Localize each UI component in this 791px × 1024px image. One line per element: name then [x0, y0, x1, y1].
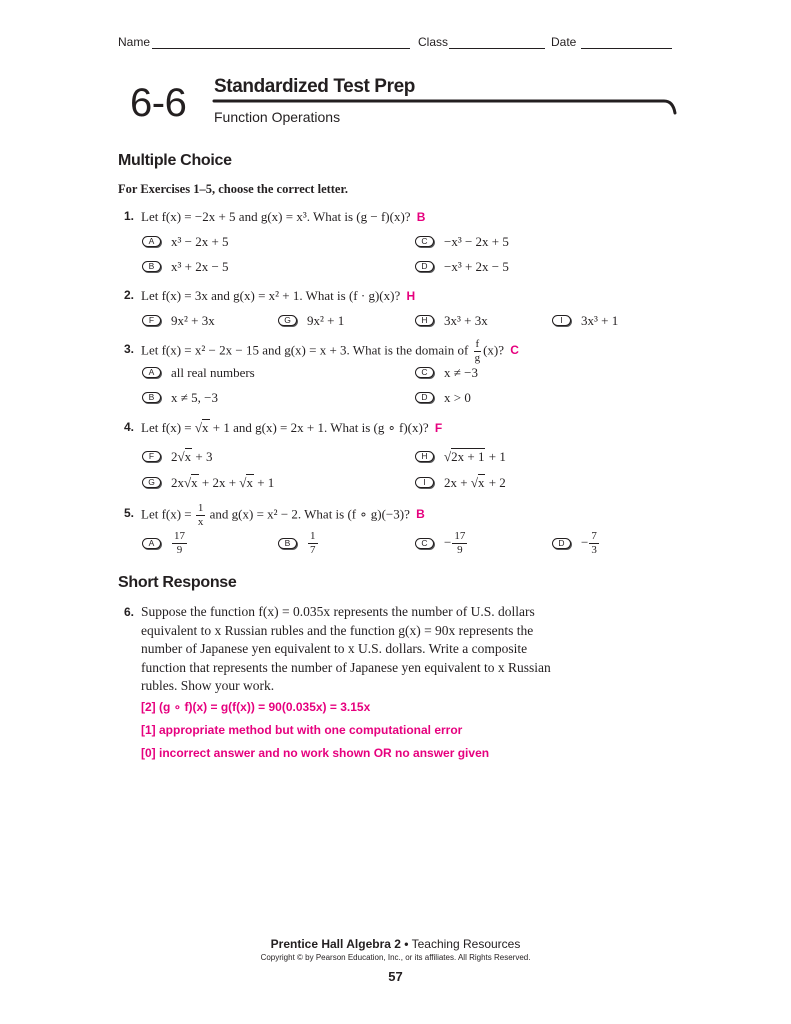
option-expression	[171, 449, 212, 464]
bullet: •	[404, 937, 409, 951]
answer-key: C	[510, 343, 519, 358]
choice-bubble-a: A	[142, 236, 161, 247]
fraction-numerator: 17	[454, 529, 466, 542]
page-number: 57	[388, 969, 403, 984]
expr-part: + 2x + √	[198, 474, 247, 490]
fraction-numerator: 1	[310, 529, 316, 542]
fraction-denominator: 9	[457, 543, 463, 556]
q4-option-f	[142, 448, 212, 464]
choice-bubble-b: B	[142, 261, 161, 272]
answer-key: H	[406, 289, 416, 303]
question-1-prompt	[141, 209, 425, 225]
copyright-notice: Copyright © by Pearson Education, Inc., or its affiliates. All Rights Reserved.	[260, 953, 531, 962]
option-expression	[307, 531, 319, 556]
option-text: x ≠ 5, −3	[171, 389, 218, 405]
option-text: 3x³ + 1	[581, 312, 619, 328]
q3-option-c	[415, 364, 478, 380]
choice-bubble-g: G	[142, 477, 161, 488]
expr-part: 2√	[171, 448, 185, 464]
option-text: 9x² + 3x	[171, 312, 215, 328]
answer-key: F	[434, 421, 443, 435]
option-expression	[444, 449, 506, 464]
option-expression	[581, 531, 600, 556]
choice-bubble-b: B	[142, 392, 161, 403]
radicand: x	[184, 448, 192, 464]
minus-sign: −	[444, 533, 452, 549]
resource-title: Teaching Resources	[411, 937, 521, 951]
question-6-prompt	[141, 603, 551, 696]
page-subtitle: Function Operations	[214, 109, 341, 125]
choice-bubble-f: F	[142, 451, 161, 462]
section-heading-short-response: Short Response	[118, 574, 237, 591]
lesson-number: 6-6	[130, 81, 187, 125]
fraction-numerator: 7	[591, 529, 597, 542]
choice-bubble-i: I	[552, 315, 571, 326]
q2-option-f	[142, 312, 215, 328]
question-number: 1.	[124, 209, 135, 223]
question-number: 6.	[124, 605, 135, 619]
section-heading-multiple-choice: Multiple Choice	[118, 152, 232, 169]
option-text: x³ − 2x + 5	[171, 233, 229, 249]
fraction-denominator: x	[197, 516, 204, 528]
choice-bubble-c: C	[415, 538, 434, 549]
prompt-text: Let f(x) =	[141, 506, 195, 522]
choice-bubble-i: I	[415, 477, 434, 488]
choice-bubble-a: A	[142, 367, 161, 378]
radicand: x	[191, 474, 198, 490]
q5-option-a	[142, 530, 188, 556]
choice-bubble-b: B	[278, 538, 297, 549]
radicand: x	[202, 420, 209, 435]
choice-bubble-h: H	[415, 451, 434, 462]
q4-option-i	[415, 474, 506, 490]
rubric-score-0: [0] incorrect answer and no work shown OR no answer given	[141, 746, 490, 760]
q1-option-a	[142, 233, 229, 249]
choice-bubble-d: D	[415, 261, 434, 272]
expr-part: 2x√	[171, 474, 192, 490]
expr-part: + 1	[253, 474, 275, 490]
question-5-prompt	[141, 503, 425, 528]
fraction-denominator: 9	[176, 543, 183, 556]
q2-option-i	[552, 312, 618, 328]
prompt-line: equivalent to x Russian rubles and the function g(x) = 90x represents the	[141, 622, 534, 638]
fraction-denominator: 3	[591, 543, 597, 556]
option-text: x > 0	[444, 389, 471, 405]
question-3-prompt	[141, 339, 519, 364]
q3-option-b	[142, 389, 218, 405]
choice-bubble-h: H	[415, 315, 434, 326]
fraction-numerator: f	[475, 338, 480, 350]
q4-option-g	[142, 474, 274, 490]
q3-option-a	[142, 364, 255, 380]
choice-bubble-g: G	[278, 315, 297, 326]
fraction-numerator: 1	[197, 502, 204, 514]
prompt-text: (x)?	[483, 342, 505, 358]
prompt-line: Suppose the function f(x) = 0.035x represents the number of U.S. dollars	[141, 604, 535, 619]
q1-option-b	[142, 258, 229, 274]
expr-part: + 2	[485, 474, 506, 490]
instructions: For Exercises 1–5, choose the correct letter.	[118, 182, 349, 196]
q5-option-b	[278, 530, 319, 556]
prompt-text: + 1 and g(x) = 2x + 1. What is (g ∘ f)(x)?	[209, 420, 429, 435]
q1-option-d	[415, 258, 509, 274]
book-title: Prentice Hall Algebra 2	[270, 937, 401, 951]
rubric-score-1: [1] appropriate method but with one computational error	[141, 723, 463, 737]
option-expression	[171, 531, 188, 556]
page-title: Standardized Test Prep	[214, 76, 415, 97]
minus-sign: −	[581, 533, 589, 549]
q1-option-c	[415, 233, 509, 249]
q5-option-d	[552, 530, 600, 556]
expr-part: 2x + √	[444, 474, 478, 490]
choice-bubble-f: F	[142, 315, 161, 326]
fraction	[196, 503, 206, 528]
date-label: Date	[551, 35, 577, 49]
choice-bubble-c: C	[415, 367, 434, 378]
radicand: 2x + 1	[451, 448, 485, 464]
choice-bubble-d: D	[552, 538, 571, 549]
name-blank-line	[152, 48, 410, 49]
answer-key: B	[416, 507, 425, 522]
prompt-text: Let f(x) = √	[141, 420, 203, 435]
prompt-line: rubles. Show your work.	[141, 678, 275, 694]
option-text: all real numbers	[171, 364, 255, 380]
question-number: 4.	[124, 420, 135, 434]
q2-option-g	[278, 312, 344, 328]
class-blank-line	[449, 48, 545, 49]
fraction	[589, 531, 599, 556]
option-text: x ≠ −3	[444, 364, 478, 380]
radicand: x	[477, 474, 485, 490]
choice-bubble-d: D	[415, 392, 434, 403]
fraction-denominator: g	[474, 352, 481, 364]
q4-option-h	[415, 448, 506, 464]
prompt-text: Let f(x) = 3x and g(x) = x² + 1. What is (f · g)(x)?	[141, 288, 401, 303]
question-number: 2.	[124, 288, 135, 302]
footer-citation	[0, 937, 791, 952]
name-label: Name	[118, 35, 151, 49]
expr-part: + 3	[192, 448, 213, 464]
q5-option-c	[415, 530, 468, 556]
prompt-line: function that represents the number of Japanese yen equivalent to x Russian	[141, 659, 551, 675]
option-text: −x³ − 2x + 5	[444, 233, 509, 249]
fraction-numerator: 17	[174, 529, 185, 542]
choice-bubble-a: A	[142, 538, 161, 549]
q2-option-h	[415, 312, 488, 328]
answer-key: B	[416, 210, 426, 224]
question-2-prompt	[141, 288, 415, 304]
prompt-text: and g(x) = x² − 2. What is (f ∘ g)(−3)?	[206, 506, 410, 522]
expr-part: + 1	[485, 448, 506, 464]
fraction	[308, 531, 318, 556]
prompt-text: Let f(x) = x² − 2x − 15 and g(x) = x + 3. What is the domain of	[141, 342, 472, 358]
class-label: Class	[418, 35, 449, 49]
fraction	[452, 531, 467, 556]
option-text: 9x² + 1	[307, 312, 345, 328]
option-expression	[444, 475, 506, 490]
option-expression	[171, 475, 274, 490]
option-expression	[444, 531, 468, 556]
expr-part: √	[444, 448, 452, 464]
question-4-prompt	[141, 420, 442, 436]
option-text: x³ + 2x − 5	[171, 258, 229, 274]
choice-bubble-c: C	[415, 236, 434, 247]
rubric-score-2: [2] (g ∘ f)(x) = g(f(x)) = 90(0.035x) = 3.15x	[141, 700, 371, 714]
q3-option-d	[415, 389, 471, 405]
prompt-line: number of Japanese yen equivalent to x U.S. dollars. Write a composite	[141, 641, 528, 657]
date-blank-line	[581, 48, 672, 49]
option-text: 3x³ + 3x	[444, 312, 488, 328]
fraction	[473, 339, 483, 364]
question-number: 5.	[124, 506, 135, 520]
radicand: x	[246, 474, 253, 490]
question-number: 3.	[124, 342, 135, 356]
prompt-text: Let f(x) = −2x + 5 and g(x) = x³. What is (g − f)(x)?	[141, 209, 411, 224]
option-text: −x³ + 2x − 5	[444, 258, 509, 274]
fraction	[172, 531, 187, 556]
fraction-denominator: 7	[310, 543, 316, 556]
